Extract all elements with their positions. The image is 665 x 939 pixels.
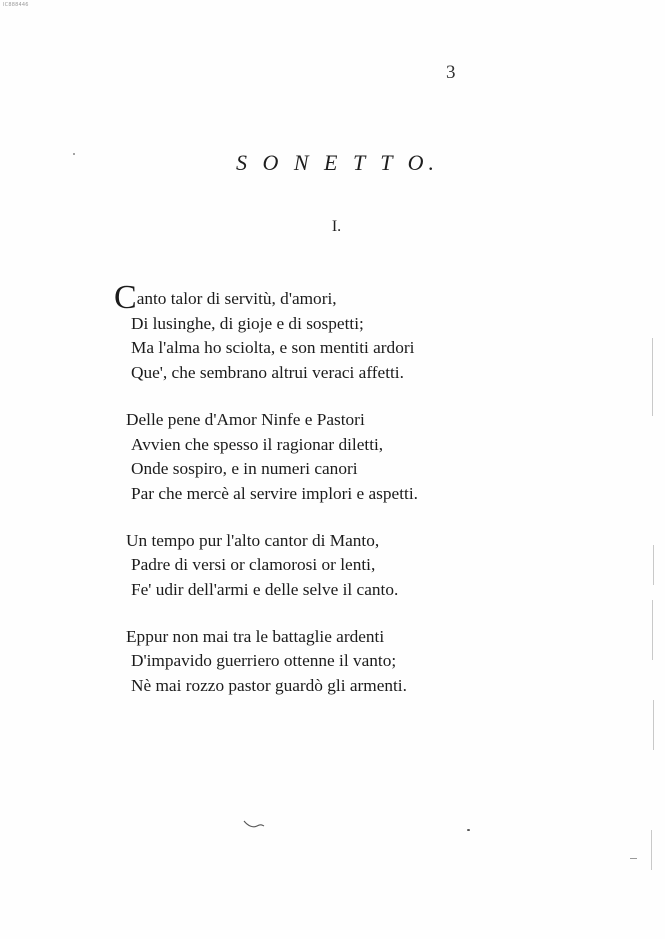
scan-identifier: IC888446 — [3, 2, 29, 8]
ink-squiggle — [243, 819, 265, 829]
verse-line: D'impavido guerriero ottenne il vanto; — [131, 651, 397, 671]
edge-shadow-mark — [651, 830, 652, 870]
verse-line: Avvien che spesso il ragionar diletti, — [131, 434, 384, 454]
paper-speck — [467, 829, 470, 831]
edge-shadow-mark — [630, 858, 637, 859]
verse-line: Delle pene d'Amor Ninfe e Pastori — [126, 409, 365, 429]
drop-cap: C — [114, 279, 137, 316]
verse-line — [114, 279, 594, 316]
sonnet-body — [114, 279, 594, 699]
verse-line: Padre di versi or clamorosi or lenti, — [131, 555, 376, 575]
page-number: 3 — [446, 62, 456, 83]
verse-line: Ma l'alma ho sciolta, e son mentiti ardori — [131, 338, 415, 358]
verse-line: Eppur non mai tra le battaglie ardenti — [126, 626, 385, 646]
stanza-1 — [114, 279, 594, 386]
verse-line: Onde sospiro, e in numeri canori — [131, 459, 358, 479]
edge-shadow-mark — [653, 700, 654, 750]
verse-line: Que', che sembrano altrui veraci affetti. — [131, 363, 404, 383]
stanza-4 — [114, 625, 594, 699]
verse-text: anto talor di servitù, d'amori, — [136, 289, 337, 308]
edge-shadow-mark — [652, 338, 653, 416]
verse-line: Nè mai rozzo pastor guardò gli armenti. — [131, 676, 407, 696]
edge-shadow-mark — [653, 545, 654, 585]
stanza-2 — [114, 408, 594, 507]
verse-line: Par che mercè al servire implori e aspetti. — [131, 483, 418, 503]
verse-line: Un tempo pur l'alto cantor di Manto, — [126, 530, 380, 550]
paper-speck — [73, 153, 75, 155]
sonnet-numeral: I. — [331, 218, 342, 235]
edge-shadow-mark — [652, 600, 653, 660]
verse-line: Di lusinghe, di gioje e di sospetti; — [131, 313, 364, 333]
verse-line: Fe' udir dell'armi e delle selve il canto. — [131, 580, 399, 600]
poem-title: S O N E T T O. — [235, 150, 440, 175]
stanza-3 — [114, 529, 594, 603]
